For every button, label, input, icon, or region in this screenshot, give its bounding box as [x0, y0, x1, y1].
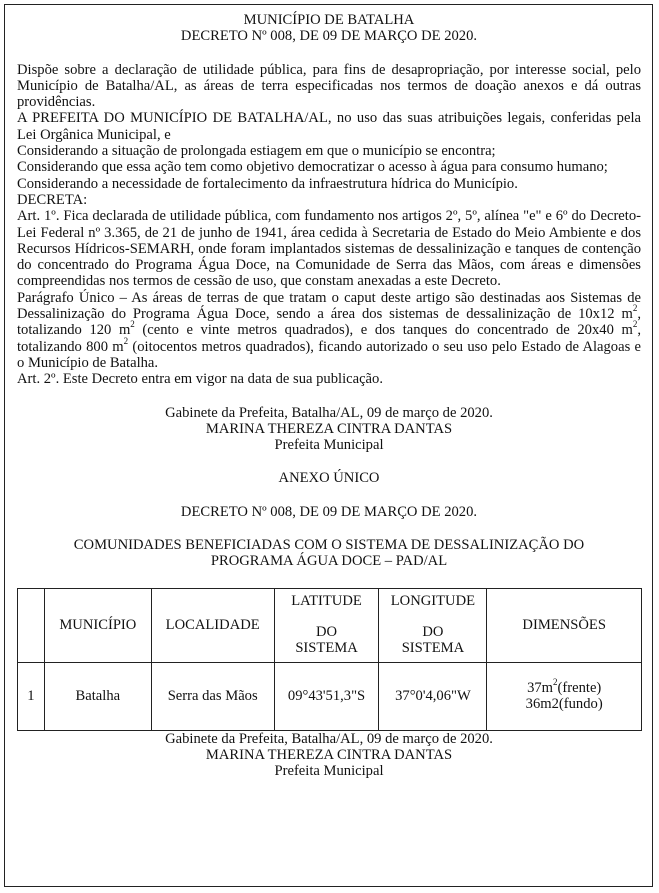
header-localidade: LOCALIDADE: [151, 588, 274, 662]
article-2: Art. 2º. Este Decreto entra em vigor na data de sua publicação.: [17, 371, 383, 388]
closing-role: Prefeita Municipal: [274, 763, 384, 780]
annex-decree-title: DECRETO Nº 008, DE 09 DE MARÇO DE 2020.: [180, 503, 478, 520]
closing-signature-block: [17, 731, 641, 780]
row-dimensoes: $37m^2(frente)$ 36m2(fundo): [487, 662, 642, 730]
municipality-title: MUNICÍPIO DE BATALHA: [243, 12, 415, 28]
header-index: [18, 588, 45, 662]
row-latitude: 09°43'51,3"S: [274, 662, 379, 730]
decree-document: [17, 12, 641, 780]
row-longitude: 37°0'4,06"W: [379, 662, 487, 730]
header-latitude: LATITUDE DO SISTEMA: [274, 588, 379, 662]
closing-place-date: Gabinete da Prefeita, Batalha/AL, 09 de março de 2020.: [165, 730, 493, 747]
row-index: 1: [18, 662, 45, 730]
decree-title: DECRETO Nº 008, DE 09 DE MARÇO DE 2020.: [180, 28, 478, 45]
header-dimensoes: DIMENSÕES: [487, 588, 642, 662]
table-row: [18, 662, 642, 730]
row-municipio: Batalha: [44, 662, 151, 730]
consideration-2: Considerando que essa ação tem como objetivo democratizar o acesso à água para consumo humano;: [17, 159, 608, 176]
table-header-row: [18, 588, 642, 662]
decree-summary: Dispõe sobre a declaração de utilidade pública, para fins de desapropriação, por interesse social, pelo Município de Batalha/AL, as áreas de terra especificadas nos termos de doação anexos e dá outras providências.: [17, 61, 641, 111]
signature-name: MARINA THEREZA CINTRA DANTAS: [205, 420, 453, 437]
annex-heading: COMUNIDADES BENEFICIADAS COM O SISTEMA DE DESSALINIZAÇÃO DO PROGRAMA ÁGUA DOCE – PAD/AL: [73, 537, 585, 570]
paragrafo-unico: Parágrafo Único – As áreas de terras de que tratam o caput deste artigo são destinadas aos Sistemas de Dessalinização do Programa Água Doce, sendo a área dos sistemas de dessalinização de 10x12 $m^2$, totalizando 120 $m^2$ (cento e vinte metros quadrados), e dos tanques do concentrado de 20x40 $m^2$, totalizando 800 $m^2$ (oitocentos metros quadrados), ficando autorizado o seu uso pelo Estado de Alagoas e o Município de Batalha.: [17, 289, 641, 371]
article-1: Art. 1º. Fica declarada de utilidade pública, com fundamento nos artigos 2º, 5º, alínea "e" e 6º do Decreto-Lei Federal nº 3.365, de 21 de junho de 1941, área cedida à Secretaria de Estado do Meio Ambiente e dos Recursos Hídricos-SEMARH, onde foram implantados sistemas de dessalinização e tanques de contenção do concentrado do Programa Água Doce, na Comunidade de Serra das Mãos, com áreas e dimensões compreendidas nos termos de cessão de uso, que constam anexadas a este Decreto.: [17, 208, 641, 290]
row-localidade: Serra das Mãos: [151, 662, 274, 730]
communities-table: [17, 588, 642, 731]
closing-name: MARINA THEREZA CINTRA DANTAS: [205, 746, 453, 763]
consideration-1: Considerando a situação de prolongada estiagem em que o município se encontra;: [17, 143, 496, 160]
header-municipio: MUNICÍPIO: [44, 588, 151, 662]
signature-role: Prefeita Municipal: [274, 437, 384, 454]
signature-place-date: Gabinete da Prefeita, Batalha/AL, 09 de março de 2020.: [165, 404, 493, 421]
decree-preamble: A PREFEITA DO MUNICÍPIO DE BATALHA/AL, no uso das suas atribuições legais, conferidas pela Lei Orgânica Municipal, e: [17, 110, 641, 143]
signature-block: [17, 405, 641, 454]
consideration-3: Considerando a necessidade de fortalecimento da infraestrutura hídrica do Município.: [17, 175, 518, 192]
decreta-label: DECRETA:: [17, 191, 88, 208]
annex-title: ANEXO ÚNICO: [278, 470, 380, 487]
header-longitude: LONGITUDE DO SISTEMA: [379, 588, 487, 662]
